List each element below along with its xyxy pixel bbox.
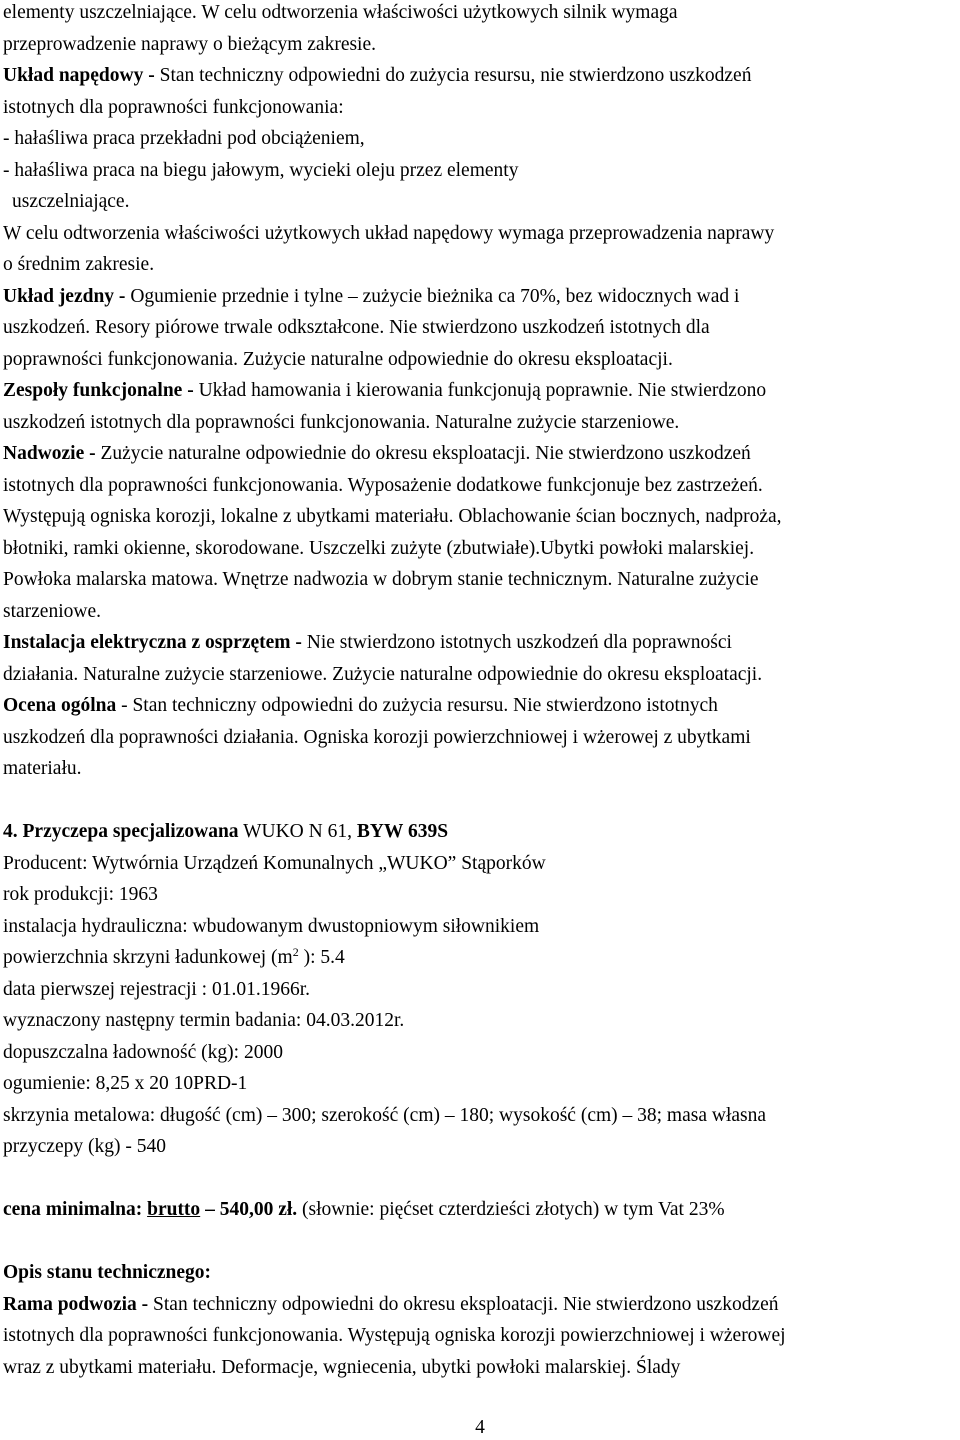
- item-model: WUKO N 61,: [243, 821, 352, 842]
- text-run: - Stan techniczny odpowiedni do zużycia resursu. Nie stwierdzono istotnych: [121, 695, 718, 716]
- year-line: rok produkcji: 1963: [3, 884, 158, 905]
- functional-units-label: Zespoły funkcjonalne -: [3, 380, 194, 401]
- page-number: 4: [475, 1417, 485, 1438]
- list-item: - hałaśliwa praca na biegu jałowym, wycieki oleju przez elementy: [3, 159, 519, 181]
- price-label: cena minimalna:: [3, 1199, 143, 1220]
- text-run: Stan techniczny odpowiedni do okresu eksploatacji. Nie stwierdzono uszkodzeń: [153, 1293, 779, 1315]
- functional-units-first-line: [3, 375, 957, 407]
- price-amount: – 540,00 zł.: [205, 1199, 298, 1220]
- text-line: przeprowadzenie naprawy o bieżącym zakresie.: [3, 33, 377, 55]
- spacer: [3, 1163, 957, 1195]
- hydraulics-line: instalacja hydrauliczna: wbudowanym dwustopniowym siłownikiem: [3, 915, 540, 937]
- text-line: materiału.: [3, 758, 82, 779]
- body-section-label: Nadwozie -: [3, 443, 96, 464]
- text-line: istotnych dla poprawności funkcjonowania. Występują ogniska korozji powierzchniowej i wżerowej: [3, 1325, 786, 1346]
- text-line: uszczelniające.: [12, 191, 130, 212]
- price-words: (słownie: pięćset czterdzieści złotych) w tym Vat 23%: [302, 1199, 725, 1220]
- text-line: Występują ogniska korozji, lokalne z ubytkami materiału. Oblachowanie ścian bocznych, nadproża,: [3, 506, 782, 527]
- text-line: o średnim zakresie.: [3, 254, 155, 275]
- electrical-label: Instalacja elektryczna z osprzętem -: [3, 632, 302, 653]
- item-heading: [3, 816, 957, 848]
- text-run: Nie stwierdzono istotnych uszkodzeń dla poprawności: [306, 632, 732, 653]
- overall-first-line: [3, 690, 957, 722]
- text-line: uszkodzeń istotnych dla poprawności funkcjonowania. Naturalne zużycie starzeniowe.: [3, 411, 680, 433]
- text-line: W celu odtworzenia właściwości użytkowych układ napędowy wymaga przeprowadzenia naprawy: [3, 222, 775, 244]
- condition-heading: Opis stanu technicznego:: [3, 1262, 212, 1283]
- price-gross-label: brutto: [147, 1199, 201, 1220]
- overall-label: Ocena ogólna: [3, 695, 117, 716]
- text-run: powierzchnia skrzyni ładunkowej (m: [3, 947, 293, 968]
- document-page: [3, 0, 957, 1383]
- text-line: działania. Naturalne zużycie starzeniowe. Zużycie naturalne odpowiednie do okresu eksploatacji.: [3, 663, 763, 685]
- body-section-first-line: [3, 438, 957, 470]
- text-line: Powłoka malarska matowa. Wnętrze nadwozia w dobrym stanie technicznym. Naturalne zużycie: [3, 569, 759, 590]
- spacer: [3, 1226, 957, 1258]
- electrical-first-line: [3, 627, 957, 659]
- frame-label: Rama podwozia -: [3, 1293, 149, 1315]
- box-line: przyczepy (kg) - 540: [3, 1136, 166, 1157]
- item-registration: BYW 639S: [356, 821, 449, 842]
- running-gear-first-line: [3, 281, 957, 313]
- spacer: [3, 785, 957, 817]
- box-line: skrzynia metalowa: długość (cm) – 300; szerokość (cm) – 180; wysokość (cm) – 38; masa własna: [3, 1104, 767, 1126]
- drive-section-label: Układ napędowy -: [3, 65, 155, 86]
- text-run: ): 5.4: [298, 947, 345, 968]
- text-run: Ogumienie przednie i tylne – zużycie bieżnika ca 70%, bez widocznych wad i: [130, 285, 740, 307]
- text-line: błotniki, ramki okienne, skorodowane. Uszczelki zużyte (zbutwiałe).Ubytki powłoki malarskiej.: [3, 537, 755, 559]
- next-test-line: wyznaczony następny termin badania: 04.03.2012r.: [3, 1010, 405, 1031]
- frame-first-line: [3, 1289, 957, 1321]
- producer-line: Producent: Wytwórnia Urządzeń Komunalnych „WUKO” Stąporków: [3, 852, 546, 874]
- text-line: starzeniowe.: [3, 600, 101, 622]
- tyres-line: ogumienie: 8,25 x 20 10PRD-1: [3, 1073, 248, 1094]
- text-run: Układ hamowania i kierowania funkcjonują poprawnie. Nie stwierdzono: [198, 380, 767, 401]
- text-line: elementy uszczelniające. W celu odtworzenia właściwości użytkowych silnik wymaga: [3, 2, 678, 23]
- price-line: [3, 1194, 957, 1226]
- text-run: Stan techniczny odpowiedni do zużycia resursu, nie stwierdzono uszkodzeń: [159, 65, 752, 86]
- superscript: 2: [292, 945, 299, 959]
- drive-section-first-line: [3, 60, 957, 92]
- text-line: istotnych dla poprawności funkcjonowania. Wyposażenie dodatkowe funkcjonuje bez zastrzeżeń.: [3, 474, 763, 496]
- text-line: uszkodzeń dla poprawności działania. Ogniska korozji powierzchniowej i wżerowej z ubytkami: [3, 726, 751, 748]
- running-gear-label: Układ jezdny -: [3, 285, 126, 307]
- item-heading-bold: 4. Przyczepa specjalizowana: [3, 821, 239, 842]
- payload-line: dopuszczalna ładowność (kg): 2000: [3, 1041, 283, 1063]
- text-line: istotnych dla poprawności funkcjonowania:: [3, 96, 344, 118]
- text-line: poprawności funkcjonowania. Zużycie naturalne odpowiednie do okresu eksploatacji.: [3, 348, 673, 370]
- list-item: - hałaśliwa praca przekładni pod obciążeniem,: [3, 128, 365, 149]
- text-line: wraz z ubytkami materiału. Deformacje, wgniecenia, ubytki powłoki malarskiej. Ślady: [3, 1356, 681, 1378]
- text-run: Zużycie naturalne odpowiednie do okresu eksploatacji. Nie stwierdzono uszkodzeń: [100, 443, 751, 464]
- text-line: uszkodzeń. Resory piórowe trwale odkształcone. Nie stwierdzono uszkodzeń istotnych dla: [3, 317, 710, 338]
- area-line: [3, 942, 957, 974]
- first-registration-line: data pierwszej rejestracji : 01.01.1966r.: [3, 978, 311, 1000]
